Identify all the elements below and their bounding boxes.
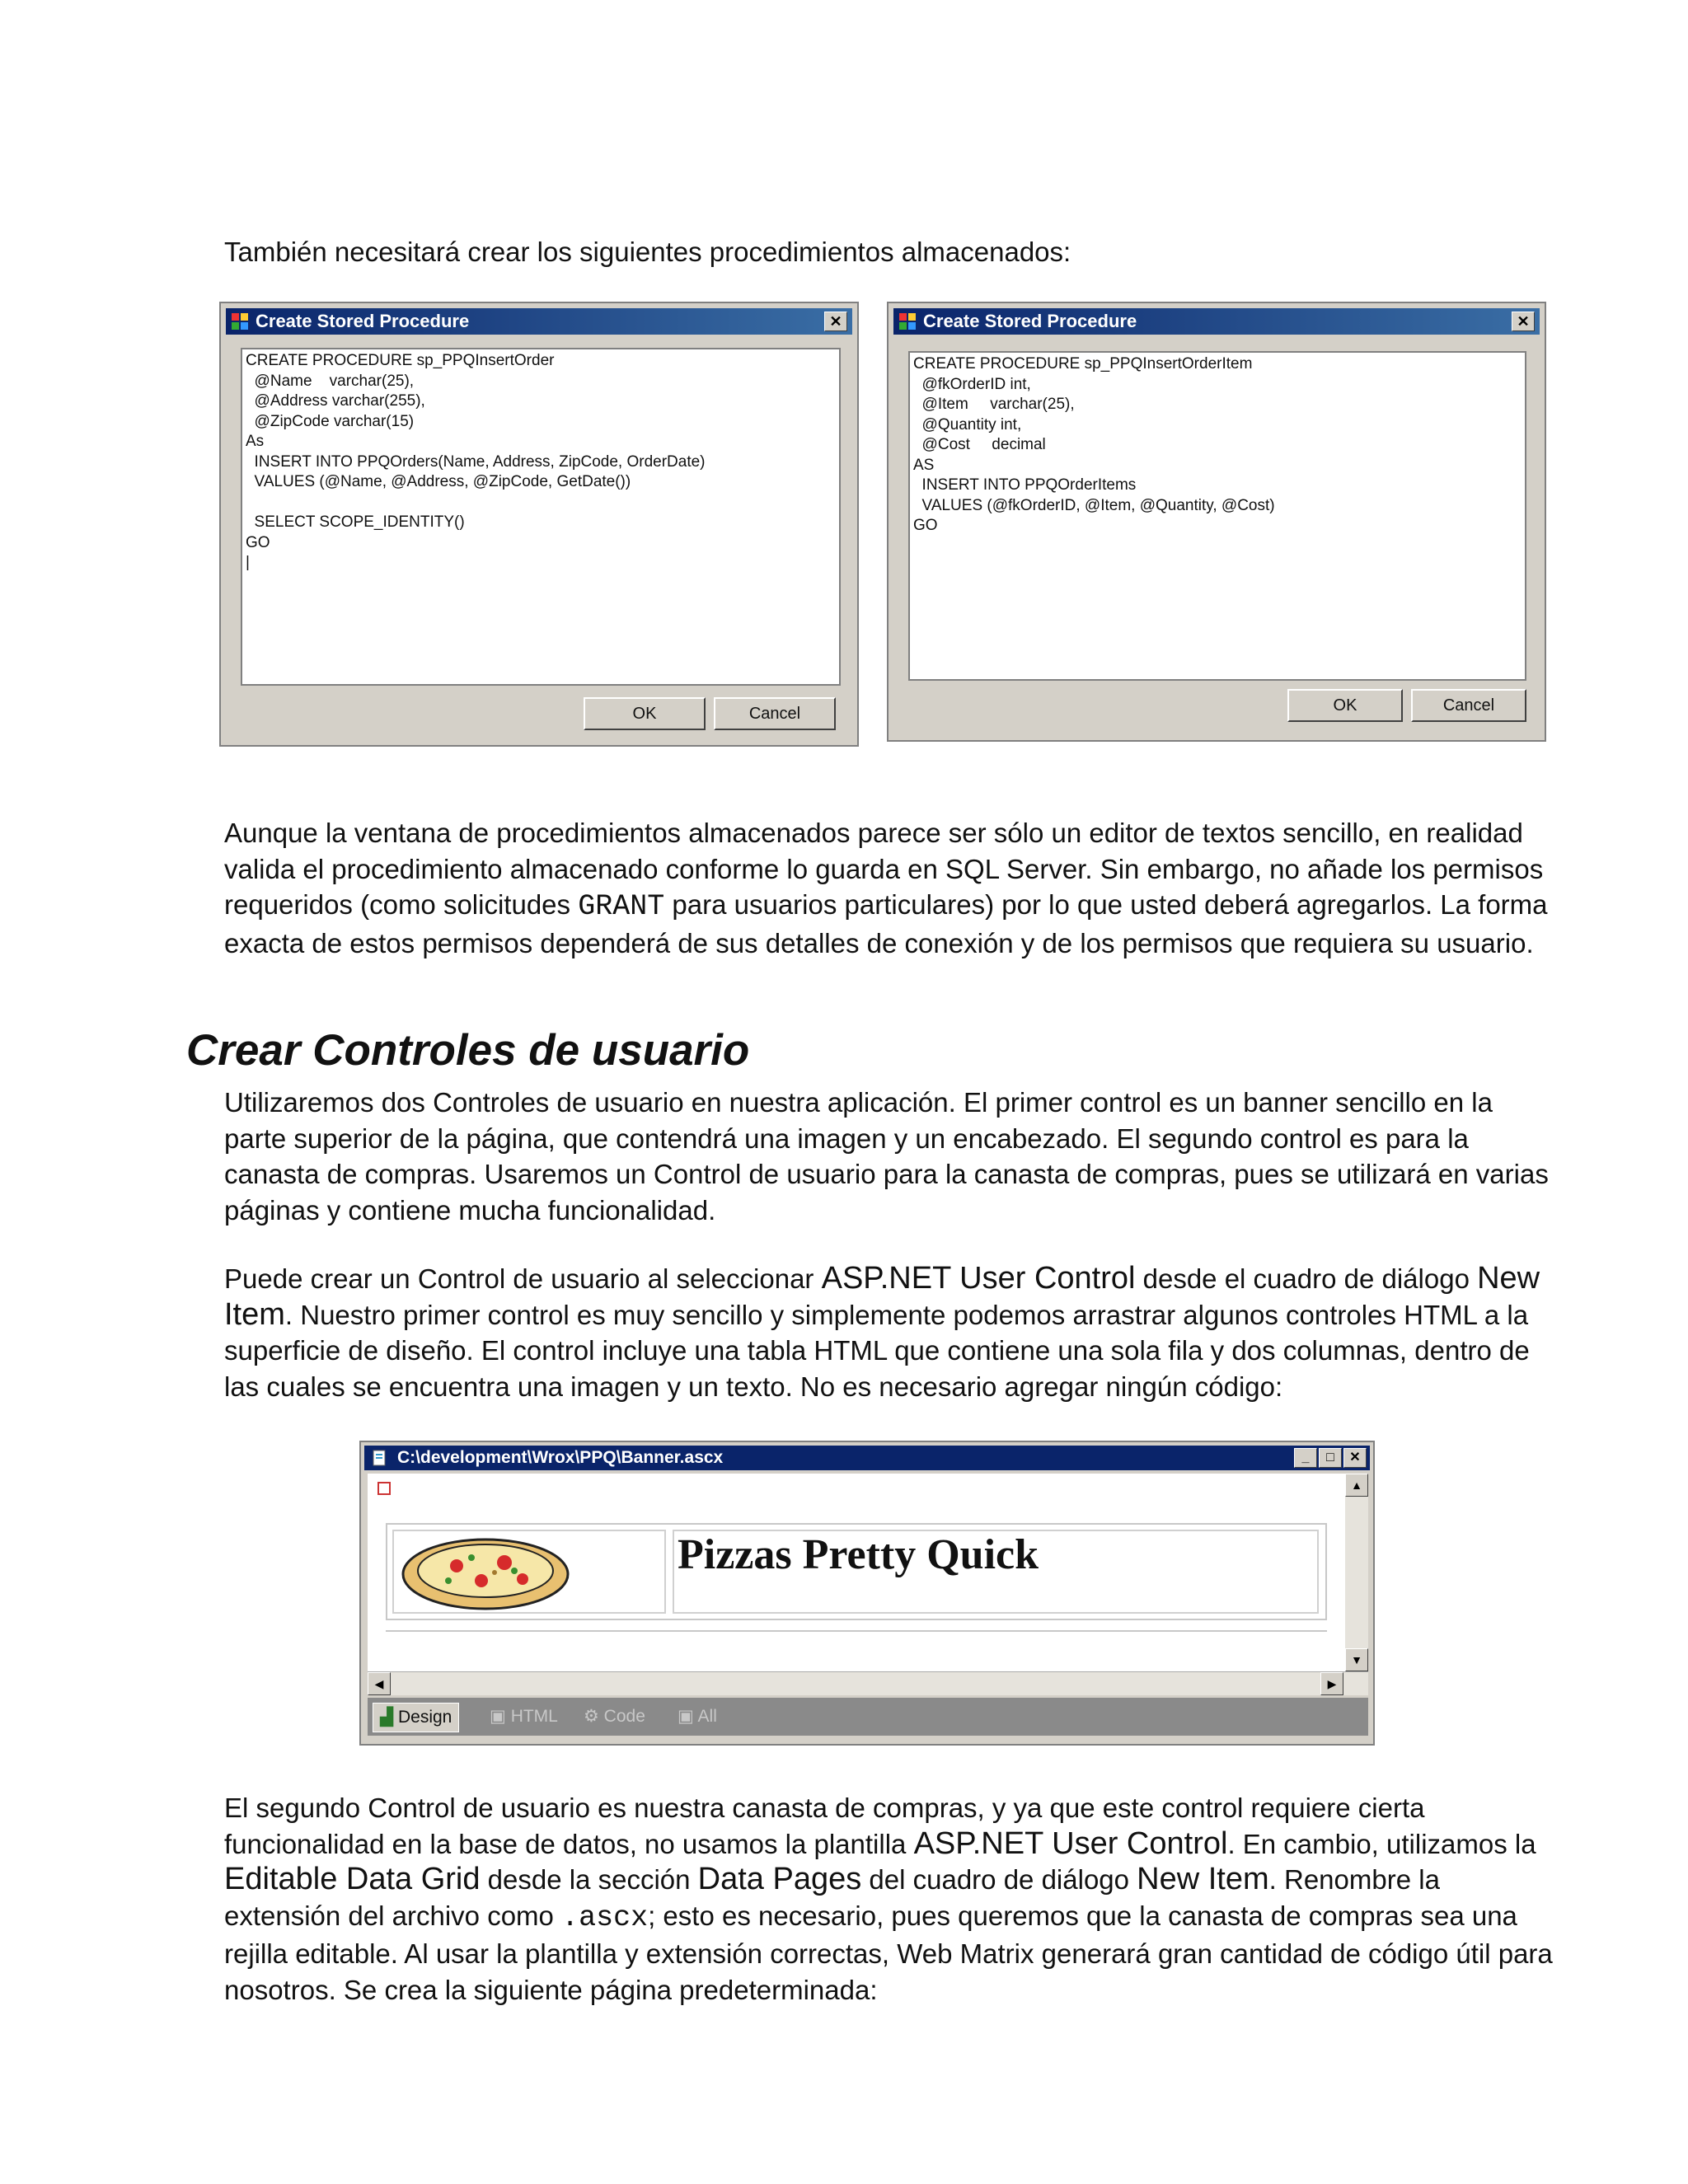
app-icon [231, 312, 249, 330]
tab-design[interactable]: ▟ Design [373, 1703, 459, 1732]
dialog-title-bar[interactable] [226, 308, 852, 335]
close-icon[interactable]: ✕ [1512, 312, 1535, 331]
banner-designer-window [359, 1441, 1375, 1746]
cancel-button[interactable]: Cancel [714, 697, 836, 730]
inline-code-ascx: .ascx [561, 1900, 649, 1934]
maximize-icon[interactable]: □ [1319, 1448, 1342, 1468]
paragraph-stored-procedures: Aunque la ventana de procedimientos almacenados parece ser sólo un editor de textos sencillo, en realidad valida el procedimiento almacenado conforme lo guarda en SQL Server. Sin embargo, no añade los permisos requeridos (como solicitudes GRANT para usuarios particulares) por lo que usted deberá agregarlos. La forma exacta de estos permisos dependerá de sus detalles de conexión y de los permisos que requiera su usuario. [224, 818, 1548, 958]
html-icon: ▣ [490, 1707, 511, 1726]
window-title-bar[interactable] [364, 1446, 1370, 1470]
paragraph-user-controls: Utilizaremos dos Controles de usuario en nuestra aplicación. El primer control es un banner sencillo en la parte superior de la página, que contendrá una imagen y un encabezado. El segundo control es para la canasta de compras. Usaremos un Control de usuario para la canasta de compras, pues se utilizará en varias páginas y contiene mucha funcionalidad. [224, 1087, 1549, 1226]
table-anchor-icon [377, 1482, 391, 1495]
banner-heading[interactable]: Pizzas Pretty Quick [673, 1530, 1319, 1614]
scroll-up-icon[interactable]: ▲ [1345, 1474, 1368, 1497]
minimize-icon[interactable]: _ [1294, 1448, 1317, 1468]
scroll-down-icon[interactable]: ▼ [1345, 1648, 1368, 1671]
cancel-button[interactable]: Cancel [1411, 689, 1526, 722]
horizontal-scrollbar[interactable] [368, 1671, 1368, 1695]
dialog-title: Create Stored Procedure [923, 311, 1137, 331]
vertical-scrollbar[interactable] [1345, 1474, 1368, 1671]
banner-table[interactable] [386, 1523, 1327, 1620]
scroll-right-icon[interactable]: ▶ [1320, 1672, 1343, 1695]
document-icon [371, 1449, 389, 1467]
sql-editor[interactable]: CREATE PROCEDURE sp_PPQInsertOrder @Name varchar(25), @Address varchar(255), @ZipCode varchar(15) As INSERT INTO PPQOrders(Name, Address, ZipCode, OrderDate) VALUES (@Name, @Address, @ZipCode, GetDate()) SELECT SCOPE_IDENTITY() GO | [241, 348, 841, 686]
image-cell[interactable] [392, 1530, 666, 1614]
code-icon: ⚙ [584, 1707, 604, 1726]
intro-text: También necesitará crear los siguientes procedimientos almacenados: [224, 237, 1071, 267]
tab-all[interactable]: ▣ All [678, 1707, 717, 1726]
design-icon: ▟ [380, 1708, 398, 1727]
create-stored-procedure-dialog-1 [219, 302, 859, 747]
view-tabs [368, 1698, 1368, 1736]
window-title: C:\development\Wrox\PPQ\Banner.ascx [397, 1448, 724, 1467]
tab-html[interactable]: ▣ HTML [490, 1707, 558, 1726]
inline-code-grant: GRANT [578, 890, 665, 923]
sql-editor[interactable]: CREATE PROCEDURE sp_PPQInsertOrderItem @fkOrderID int, @Item varchar(25), @Quantity int, @Cost decimal AS INSERT INTO PPQOrderItems VALUES (@fkOrderID, @Item, @Quantity, @Cost) GO [908, 351, 1526, 681]
design-surface[interactable] [368, 1474, 1345, 1671]
section-heading: Crear Controles de usuario [186, 1026, 750, 1075]
ok-button[interactable]: OK [584, 697, 706, 730]
ok-button[interactable]: OK [1287, 689, 1403, 722]
paragraph-shopping-cart: El segundo Control de usuario es nuestra canasta de compras, y ya que este control requiere cierta funcionalidad en la base de datos, no usamos la plantilla ASP.NET User Control. En cambio, utilizamos la Editable Data Grid desde la sección Data Pages del cuadro de diálogo New Item. Renombre la extensión del archivo como .ascx; esto es necesario, pues queremos que la canasta de compras sea una rejilla editable. Al usar la plantilla y extensión correctas, Web Matrix generará gran cantidad de código útil para nosotros. Se crea la siguiente página predeterminada: [224, 1793, 1553, 2005]
tab-code[interactable]: ⚙ Code [584, 1707, 645, 1726]
close-icon[interactable]: ✕ [824, 312, 847, 331]
close-icon[interactable]: ✕ [1343, 1448, 1367, 1468]
all-icon: ▣ [678, 1707, 698, 1726]
dialog-title-bar[interactable] [893, 308, 1540, 335]
paragraph-create-control: Puede crear un Control de usuario al seleccionar ASP.NET User Control desde el cuadro de diálogo New Item. Nuestro primer control es muy sencillo y simplemente podemos arrastrar algunos controles HTML a la superficie de diseño. El control incluye una tabla HTML que contiene una sola fila y dos columnas, dentro de las cuales se encuentra una imagen y un texto. No es necesario agregar ningún código: [224, 1261, 1540, 1402]
pizza-image [399, 1533, 572, 1612]
create-stored-procedure-dialog-2 [887, 302, 1546, 742]
dialog-title: Create Stored Procedure [256, 311, 470, 331]
app-icon [898, 312, 917, 330]
horizontal-rule [386, 1630, 1327, 1632]
scroll-left-icon[interactable]: ◀ [368, 1672, 391, 1695]
